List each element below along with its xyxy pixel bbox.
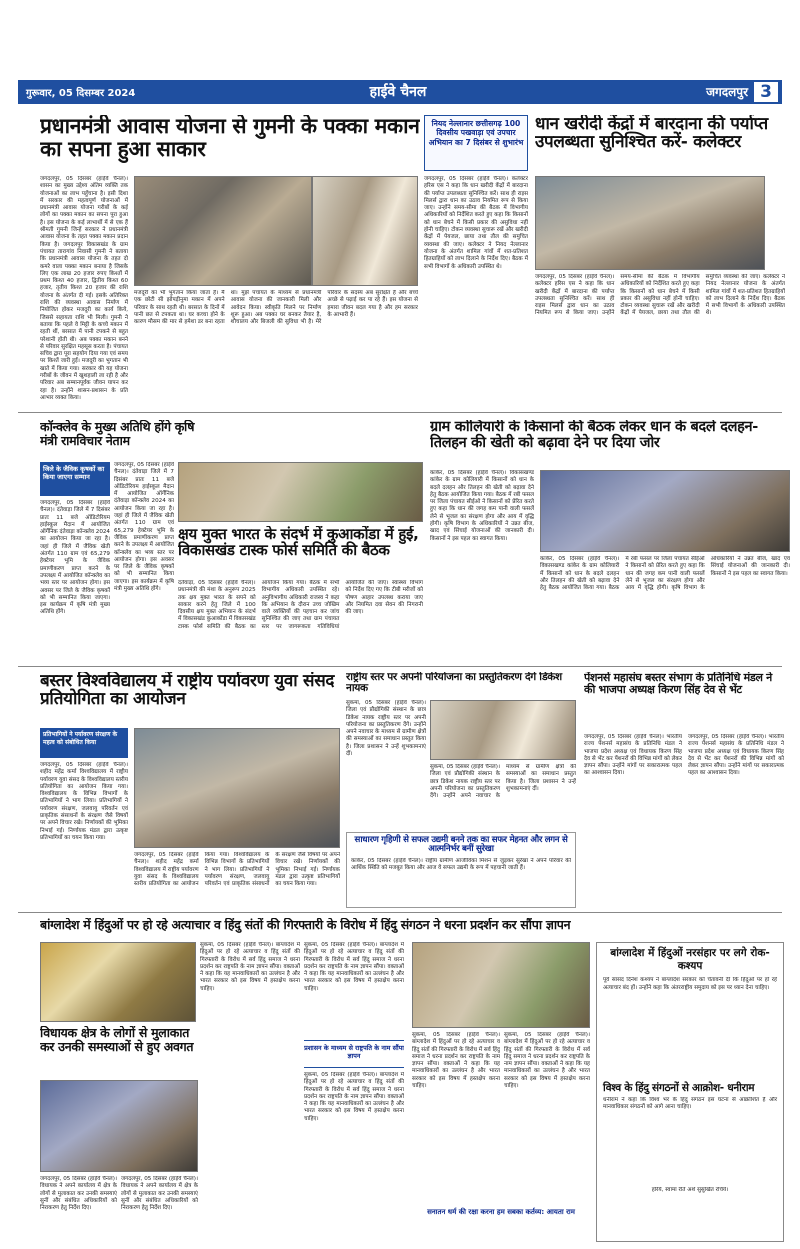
story9-headline: साधारण गृहिणी से सफल उद्यमी बनने तक का सफर मेहनत और लगन से आत्मनिर्भर बनीं सुरेखा: [354, 835, 568, 855]
story11-headline: विधायक क्षेत्र के लोगों से मुलाकात कर उनकी समस्याओं से हुए अवगत: [40, 1026, 194, 1054]
story10-photo: [40, 942, 196, 1022]
story3-headline: कॉन्क्लेव के मुख्य अतिथि होंगे कृषि मंत्री रामविचार नेताम: [40, 420, 195, 448]
story7-headline: राष्ट्रीय स्तर पर अपनी परियोजना का प्रस्तुतिकरण देंगे डिकेश नायक: [346, 672, 562, 695]
story1-photo: [134, 176, 312, 286]
story6-inset-box: [40, 728, 128, 758]
story10-photo-2: [412, 942, 590, 1028]
story6-body: जगदलपुर, 05 दिसंबर (हाईवे चैनल)। शहीद महेंद्र कर्मा विश्वविद्यालय में राष्ट्रीय पर्यावरण युवा संसद के विश्वविद्यालय स्तरीय प्रतियोगिता का आयोजन किया गया। विश्वविद्यालय के विभिन्न विभागों के प्रतिभागियों ने भाग लिया। प्रतिभागियों ने पर्यावरण संरक्षण, जलवायु परिवर्तन एवं प्राकृतिक संसाधनों के संरक्षण जैसे विषयों पर अपने विचार रखे। निर्णायकों की भूमिका निभाई गई। निर्णायक मंडल द्वारा उत्कृष्ट प्रतिभागियों का चयन किया गया।: [40, 762, 128, 841]
story6-body-2: जगदलपुर, 05 दिसंबर (हाईवे चैनल)। शहीद महेंद्र कर्मा विश्वविद्यालय में राष्ट्रीय पर्यावरण युवा संसद के विश्वविद्यालय स्तरीय प्रतियोगिता का आयोजन किया गया। विश्वविद्यालय के विभिन्न विभागों के प्रतिभागियों ने भाग लिया। प्रतिभागियों ने पर्यावरण संरक्षण, जलवायु परिवर्तन एवं प्राकृतिक संसाधनों के संरक्षण जैसे विषयों पर अपने विचार रखे। निर्णायकों की भूमिका निभाई गई। निर्णायक मंडल द्वारा उत्कृष्ट प्रतिभागियों का चयन किया गया।: [134, 852, 340, 888]
story11-body: जगदलपुर, 05 दिसंबर (हाईवे चैनल)। विधायक ने अपने कार्यालय में क्षेत्र के लोगों से मुलाकात कर उनकी समस्याएं सुनीं और संबंधित अधिकारियों को निराकरण हेतु निर्देश दिए।: [40, 1176, 117, 1212]
story10-subhead2: सनातन धर्म की रक्षा करना हम सबका कर्तव्य: आयता राम: [427, 1208, 575, 1216]
story3-inset-text: जिले के जैविक कृषकों का किया जाएगा सम्मान: [43, 465, 105, 481]
story10-subhead: प्रशासन के माध्यम से राष्ट्रपति के नाम सौंपा ज्ञापन: [304, 1044, 404, 1060]
story11-photo: [40, 1080, 198, 1172]
story7-body-2: सुकमा, 05 दिसंबर (हाईवे चैनल)। जिला एवं प्रौद्योगिकी संस्थान के छात्र डिकेश नायक राष्ट्रीय स्तर पर अपनी परियोजना का प्रस्तुतिकरण देंगे। उन्होंने अपने नवाचार के माध्यम से ग्रामीण क्षेत्रों की समस्याओं का समाधान प्रस्तुत किया है। जिला प्रशासन ने उन्हें शुभकामनाएं दीं।: [430, 764, 576, 800]
story3-body: जगदलपुर, 05 दिसंबर (हाईवे चैनल)। दंतेवाड़ा जिले में 7 दिसंबर प्रातः 11 बजे ऑडिटोरियम हाईस्कूल मैदान में आयोजित ऑर्गेनिक दंतेवाड़ा कॉन्क्लेव 2024 का आयोजन किया जा रहा है। जहां ही जिले में जैविक खेती अंतर्गत 110 ग्राम एवं 65,279 हेक्टेयर भूमि के जैविक प्रमाणीकरण प्राप्त करने के उपलक्ष्य में आयोजित कॉन्क्लेव का भव्य स्तर पर आयोजन होगा। इस अवसर पर जिले के जैविक कृषकों को भी सम्मानित किया जाएगा। इस कार्यक्रम में कृषि मंत्री मुख्य अतिथि होंगे।: [40, 500, 110, 616]
story12-box: [596, 942, 784, 1242]
story2-body-2: जगदलपुर, 05 दिसंबर (हाईवे चैनल)। कलेक्टर हरिस एस ने कहा कि धान खरीदी केंद्रों में बारदाना की पर्याप्त उपलब्धता सुनिश्चित करें। साथ ही राइस मिलर्स द्वारा धान का उठाव नियमित रूप से किया जाए। उन्होंने समय-सीमा की बैठक में विभागीय अधिकारियों को निर्देशित करते हुए कहा कि किसानों को धान बेचने में किसी प्रकार की असुविधा नहीं होनी चाहिए। टोकन व्यवस्था सुचारू रखें और खरीदी केंद्रों में पेयजल, छाया तथा तौल की समुचित व्यवस्था की जाए। कलेक्टर ने नियद नेल्लानार योजना के अंतर्गत शामिल गांवों में शत-प्रतिशत हितग्राहियों को लाभ दिलाने के निर्देश दिए। बैठक में सभी विभागों के अधिकारी उपस्थित थे।: [535, 274, 785, 317]
sidebar-box-text: नियद नेल्लानार छत्तीसगढ़ 100 दिवसीय पखवाड़ा एवं उपचार अभियान का 7 दिसंबर से शुभारंभ: [428, 119, 524, 147]
story4-headline: क्षय मुक्त भारत के संदर्भ में कुआकोंडा में हुई, विकासखंड टास्क फोर्स समिति की बैठक: [178, 526, 419, 560]
story6-headline: बस्तर विश्वविद्यालय में राष्ट्रीय पर्यावरण युवा संसद प्रतियोगिता का आयोजन: [40, 672, 335, 710]
page-number: 3: [760, 82, 772, 102]
story2-body: जगदलपुर, 05 दिसंबर (हाईवे चैनल)। कलेक्टर हरिस एस ने कहा कि धान खरीदी केंद्रों में बारदाना की पर्याप्त उपलब्धता सुनिश्चित करें। साथ ही राइस मिलर्स द्वारा धान का उठाव नियमित रूप से किया जाए। उन्होंने समय-सीमा की बैठक में विभागीय अधिकारियों को निर्देशित करते हुए कहा कि किसानों को धान बेचने में किसी प्रकार की असुविधा नहीं होनी चाहिए। टोकन व्यवस्था सुचारू रखें और खरीदी केंद्रों में पेयजल, छाया तथा तौल की समुचित व्यवस्था की जाए। कलेक्टर ने नियद नेल्लानार योजना के अंतर्गत शामिल गांवों में शत-प्रतिशत हितग्राहियों को लाभ दिलाने के निर्देश दिए। बैठक में सभी विभागों के अधिकारी उपस्थित थे।: [424, 176, 528, 270]
story8-body-2: जगदलपुर, 05 दिसंबर (हाईवे चैनल)। भारतीय राज्य पेंशनर्स महासंघ के प्रतिनिधि मंडल ने भाजपा प्रदेश अध्यक्ष एवं विधायक किरण सिंह देव से भेंट कर पेंशनरों की विभिन्न मांगों को लेकर ज्ञापन सौंपा। उन्होंने मांगों पर सकारात्मक पहल का आश्वासन दिया।: [688, 734, 784, 777]
story7-body: सुकमा, 05 दिसंबर (हाईवे चैनल)। जिला एवं प्रौद्योगिकी संस्थान के छात्र डिकेश नायक राष्ट्रीय स्तर पर अपनी परियोजना का प्रस्तुतिकरण देंगे। उन्होंने अपने नवाचार के माध्यम से ग्रामीण क्षेत्रों की समस्याओं का समाधान प्रस्तुत किया है। जिला प्रशासन ने उन्हें शुभकामनाएं दीं।: [346, 700, 426, 758]
story2-headline: धान खरीदी केंद्रों में बारदाना की पर्याप्त उपलब्धता सुनिश्चित करें- कलेक्टर: [535, 115, 768, 153]
story2-photo: [535, 176, 765, 270]
story6-inset-text: प्रतिभागियों ने पर्यावरण संरक्षण के महत्व को संबोधित किया: [43, 731, 118, 746]
story12-body: पूर्व सांसद दिनेश कश्यप ने बांग्लादेश सरकार को चेतावनी दी कि हिंदुओं पर हो रहे अत्याचार बंद हों। उन्होंने कहा कि अंतरराष्ट्रीय समुदाय को इस पर ध्यान देना चाहिए।: [603, 977, 777, 991]
story1-body-2: मजदूरी का भी भुगतान किया जाता है। मैं एक छोटी सी झोपड़ीनुमा मकान में अपने परिवार के साथ रहती थी। बरसात के दिनों में पानी छत से टपकता था। घर कच्चा होने के कारण मौसम की मार से हमेशा डर बना रहता था। मुझे पंचायत के माध्यम से प्रधानमंत्री आवास योजना की जानकारी मिली और आवेदन किया। स्वीकृति मिलने पर निर्माण शुरू हुआ। अब पक्का घर बनकर तैयार है, शौचालय और बिजली की सुविधा भी है। मेरे परिवार के सदस्य अब सुरक्षित हैं और बच्चे अच्छे से पढ़ाई कर पा रहे हैं। इस योजना से हमारा जीवन बदल गया है और हम सरकार के आभारी हैं।: [134, 290, 418, 326]
story10-body: सुकमा, 05 दिसंबर (हाईवे चैनल)। बांग्लादेश में हिंदुओं पर हो रहे अत्याचार व हिंदु संतों की गिरफ्तारी के विरोध में सर्व हिंदु समाज ने धरना प्रदर्शन कर राष्ट्रपति के नाम ज्ञापन सौंपा। वक्ताओं ने कहा कि यह मानवाधिकारों का उल्लंघन है और भारत सरकार को इस विषय में हस्तक्षेप करना चाहिए।: [200, 942, 300, 992]
masthead-edition: जगदलपुर: [706, 85, 748, 99]
story12-subhead: विश्व के हिंदु संगठनों से आक्रोश- धनीराम: [603, 1082, 755, 1095]
sidebar-box: [424, 115, 528, 171]
story5-headline: ग्राम कोलियारी के किसानों की बैठक लेकर धान के बदले दलहन-तिलहन की खेती को बढ़ावा देने पर दिया जोर: [430, 420, 758, 451]
page-number-box: [753, 81, 779, 103]
story10-headline: बांग्लादेश में हिंदुओं पर हो रहे अत्याचार व हिंदु संतों की गिरफ्तारी के विरोध में हिंदु संगठन ने धरना प्रदर्शन कर सौंपा ज्ञापन: [40, 918, 571, 932]
story12-box-title: बांग्लादेश में हिंदुओं नरसंहार पर लगे रोक- कश्यप: [610, 947, 770, 973]
story3-photo: [178, 462, 423, 522]
story10-body-3: सुकमा, 05 दिसंबर (हाईवे चैनल)। बांग्लादेश में हिंदुओं पर हो रहे अत्याचार व हिंदु संतों की गिरफ्तारी के विरोध में सर्व हिंदु समाज ने धरना प्रदर्शन कर राष्ट्रपति के नाम ज्ञापन सौंपा। वक्ताओं ने कहा कि यह मानवाधिकारों का उल्लंघन है और भारत सरकार को इस विषय में हस्तक्षेप करना चाहिए।: [304, 1072, 404, 1122]
story4-body: दंतेवाड़ा, 05 दिसंबर (हाईवे चैनल)। प्रधानमंत्री की मंशा के अनुरूप 2025 तक क्षय मुक्त भारत के सपने को साकार करने हेतु जिले में 100 दिवसीय क्षय मुक्त अभियान के संदर्भ में विकासखंड कुआकोंडा में विकासखंड टास्क फोर्स समिति की बैठक का आयोजन किया गया। बैठक में सभी विभागीय अधिकारी उपस्थित रहे। अनुविभागीय अधिकारी राजस्व ने कहा कि अभियान के दौरान उच्च जोखिम वाले व्यक्तियों की पहचान कर जांच सुनिश्चित की जाए तथा ग्राम पंचायत स्तर पर जागरूकता गतिविधियां आयोजित की जाएं। स्वास्थ्य विभाग को निर्देश दिए गए कि टीबी मरीजों को पोषण आहार उपलब्ध कराया जाए और नियमित दवा सेवन की निगरानी की जाए।: [178, 580, 423, 630]
story3-body-2: जगदलपुर, 05 दिसंबर (हाईवे चैनल)। दंतेवाड़ा जिले में 7 दिसंबर प्रातः 11 बजे ऑडिटोरियम हाईस्कूल मैदान में आयोजित ऑर्गेनिक दंतेवाड़ा कॉन्क्लेव 2024 का आयोजन किया जा रहा है। जहां ही जिले में जैविक खेती अंतर्गत 110 ग्राम एवं 65,279 हेक्टेयर भूमि के जैविक प्रमाणीकरण प्राप्त करने के उपलक्ष्य में आयोजित कॉन्क्लेव का भव्य स्तर पर आयोजन होगा। इस अवसर पर जिले के जैविक कृषकों को भी सम्मानित किया जाएगा। इस कार्यक्रम में कृषि मंत्री मुख्य अतिथि होंगे।: [114, 462, 174, 593]
story8-headline: पेंशनर्स महासंघ बस्तर संभाग के प्रतिनिधि मंडल ने की भाजपा अध्यक्ष किरण सिंह देव से भेंट: [584, 672, 772, 696]
story11-body-2: जगदलपुर, 05 दिसंबर (हाईवे चैनल)। विधायक ने अपने कार्यालय में क्षेत्र के लोगों से मुलाकात कर उनकी समस्याएं सुनीं और संबंधित अधिकारियों को निराकरण हेतु निर्देश दिए।: [121, 1176, 198, 1212]
masthead-date: गुरूवार, 05 दिसम्बर 2024: [26, 88, 136, 99]
story5-body-2: कांकेर, 05 दिसंबर (हाईवे चैनल)। विकासखण्ड कांकेर के ग्राम कोलियारी में किसानों को धान के बदले दलहन और तिलहन की खेती को बढ़ावा देने हेतु बैठक आयोजित किया गया। बैठक में रबी फसल पर जिला पंचायत सीईओ ने किसानों को प्रेरित करते हुए कहा कि धान की जगह कम पानी वाली फसलें लेने से भूजल का संरक्षण होगा और आय में वृद्धि होगी। कृषि विभाग के अधिकारियों ने उन्नत बीज, खाद एवं सिंचाई योजनाओं की जानकारी दी। किसानों ने इस पहल का स्वागत किया।: [540, 556, 790, 592]
story1-body: जगदलपुर, 05 दिसंबर (हाईवे चैनल)। शासन का मुख्य उद्देश्य अंतिम व्यक्ति तक योजनाओं का लाभ पहुँचाना है। इसी दिशा में सरकार की महत्वपूर्ण योजनाओं में प्रधानमंत्री आवास योजना गरीबों के कई लोगों का पक्का मकान का सपना पूरा हुआ है। इस योजना के कई लाभार्थी में से एक हैं श्रीमती गुमनी जिन्हें सरकार ने प्रधानमंत्री आवास योजना के तहत पक्का मकान प्रदान किया है। जगदलपुर विकासखंड के ग्राम पंचायत तारागांव निवासी गुमनी ने बताया कि प्रधानमंत्री आवास योजना के तहत दो कमरे वाला पक्का मकान बनाया है जिसके लिए एक लाख 20 हजार रुपए किश्तों में प्रथम किश्त 40 हजार, द्वितीय किश्त 60 हजार, तृतीय किश्त 20 हजार की राशि योजना के अंतर्गत दी गई। इसके अतिरिक्त राशि की व्यवस्था आवास निर्माण में नियोजित होकर मजदूरी का कार्य किये, जिससे सहायता राशि भी मिली। गुमनी ने बताया कि पहले वे मिट्टी के कच्चे मकान में रहती थीं, बरसात में पानी टपकने से बहुत परेशानी होती थी। अब पक्का मकान बनने से परिवार सुरक्षित महसूस करता है। पंचायत सचिव द्वारा पूरा सहयोग दिया गया एवं समय पर किश्तें जारी हुईं। मजदूरी का भुगतान भी खाते में किया गया। सरकार की यह योजना गरीबों के जीवन में खुशहाली ला रही है और परिवार अब सम्मानपूर्वक जीवन यापन कर रहा है। उन्होंने शासन-प्रशासन के प्रति आभार व्यक्त किया।: [40, 176, 128, 401]
story5-body: कांकेर, 05 दिसंबर (हाईवे चैनल)। विकासखण्ड कांकेर के ग्राम कोलियारी में किसानों को धान के बदले दलहन और तिलहन की खेती को बढ़ावा देने हेतु बैठक आयोजित किया गया। बैठक में रबी फसल पर जिला पंचायत सीईओ ने किसानों को प्रेरित करते हुए कहा कि धान की जगह कम पानी वाली फसलें लेने से भूजल का संरक्षण होगा और आय में वृद्धि होगी। कृषि विभाग के अधिकारियों ने उन्नत बीज, खाद एवं सिंचाई योजनाओं की जानकारी दी। किसानों ने इस पहल का स्वागत किया।: [430, 470, 534, 542]
story10-body-5: सुकमा, 05 दिसंबर (हाईवे चैनल)। बांग्लादेश में हिंदुओं पर हो रहे अत्याचार व हिंदु संतों की गिरफ्तारी के विरोध में सर्व हिंदु समाज ने धरना प्रदर्शन कर राष्ट्रपति के नाम ज्ञापन सौंपा। वक्ताओं ने कहा कि यह मानवाधिकारों का उल्लंघन है और भारत सरकार को इस विषय में हस्तक्षेप करना चाहिए।: [504, 1032, 590, 1090]
story10-subhead-box: [304, 1040, 404, 1068]
story3-inset-box: [40, 462, 110, 496]
masthead-paper-name: हाईवे चैनल: [369, 84, 427, 100]
story10-body-2: सुकमा, 05 दिसंबर (हाईवे चैनल)। बांग्लादेश में हिंदुओं पर हो रहे अत्याचार व हिंदु संतों की गिरफ्तारी के विरोध में सर्व हिंदु समाज ने धरना प्रदर्शन कर राष्ट्रपति के नाम ज्ञापन सौंपा। वक्ताओं ने कहा कि यह मानवाधिकारों का उल्लंघन है और भारत सरकार को इस विषय में हस्तक्षेप करना चाहिए।: [304, 942, 404, 992]
story7-photo: [430, 700, 576, 760]
story12-signoff: हरिये, स्वामा रेति अशे सुसुखित रचिये।: [651, 1186, 729, 1193]
story9-box: [346, 832, 576, 908]
story10-subhead2-box: [412, 1206, 590, 1242]
story1-headline: प्रधानमंत्री आवास योजना से गुमनी के पक्का मकान का सपना हुआ साकार: [40, 115, 420, 161]
story8-body: जगदलपुर, 05 दिसंबर (हाईवे चैनल)। भारतीय राज्य पेंशनर्स महासंघ के प्रतिनिधि मंडल ने भाजपा प्रदेश अध्यक्ष एवं विधायक किरण सिंह देव से भेंट कर पेंशनरों की विभिन्न मांगों को लेकर ज्ञापन सौंपा। उन्होंने मांगों पर सकारात्मक पहल का आश्वासन दिया।: [584, 734, 682, 777]
story6-photo: [134, 728, 340, 848]
masthead-band: [18, 80, 782, 104]
story5-photo: [540, 470, 790, 552]
story12-body-2: धनीराम ने कहा कि विश्व भर के हिंदु संगठन इस घटना से आक्रोशित हैं और मानवाधिकार संगठनों को आगे आना चाहिए।: [603, 1096, 777, 1110]
story1-photo-2: [312, 176, 418, 286]
story9-body: कांकेर, 05 दिसंबर (हाईवे चैनल)। राष्ट्रीय ग्रामीण आजीविका मिशन से जुड़कर सुरेखा ने अपने परिवार की आर्थिक स्थिति को मजबूत किया और आज वे सफल उद्यमी के रूप में पहचानी जाती हैं।: [351, 857, 571, 871]
story10-body-4: सुकमा, 05 दिसंबर (हाईवे चैनल)। बांग्लादेश में हिंदुओं पर हो रहे अत्याचार व हिंदु संतों की गिरफ्तारी के विरोध में सर्व हिंदु समाज ने धरना प्रदर्शन कर राष्ट्रपति के नाम ज्ञापन सौंपा। वक्ताओं ने कहा कि यह मानवाधिकारों का उल्लंघन है और भारत सरकार को इस विषय में हस्तक्षेप करना चाहिए।: [412, 1032, 500, 1090]
